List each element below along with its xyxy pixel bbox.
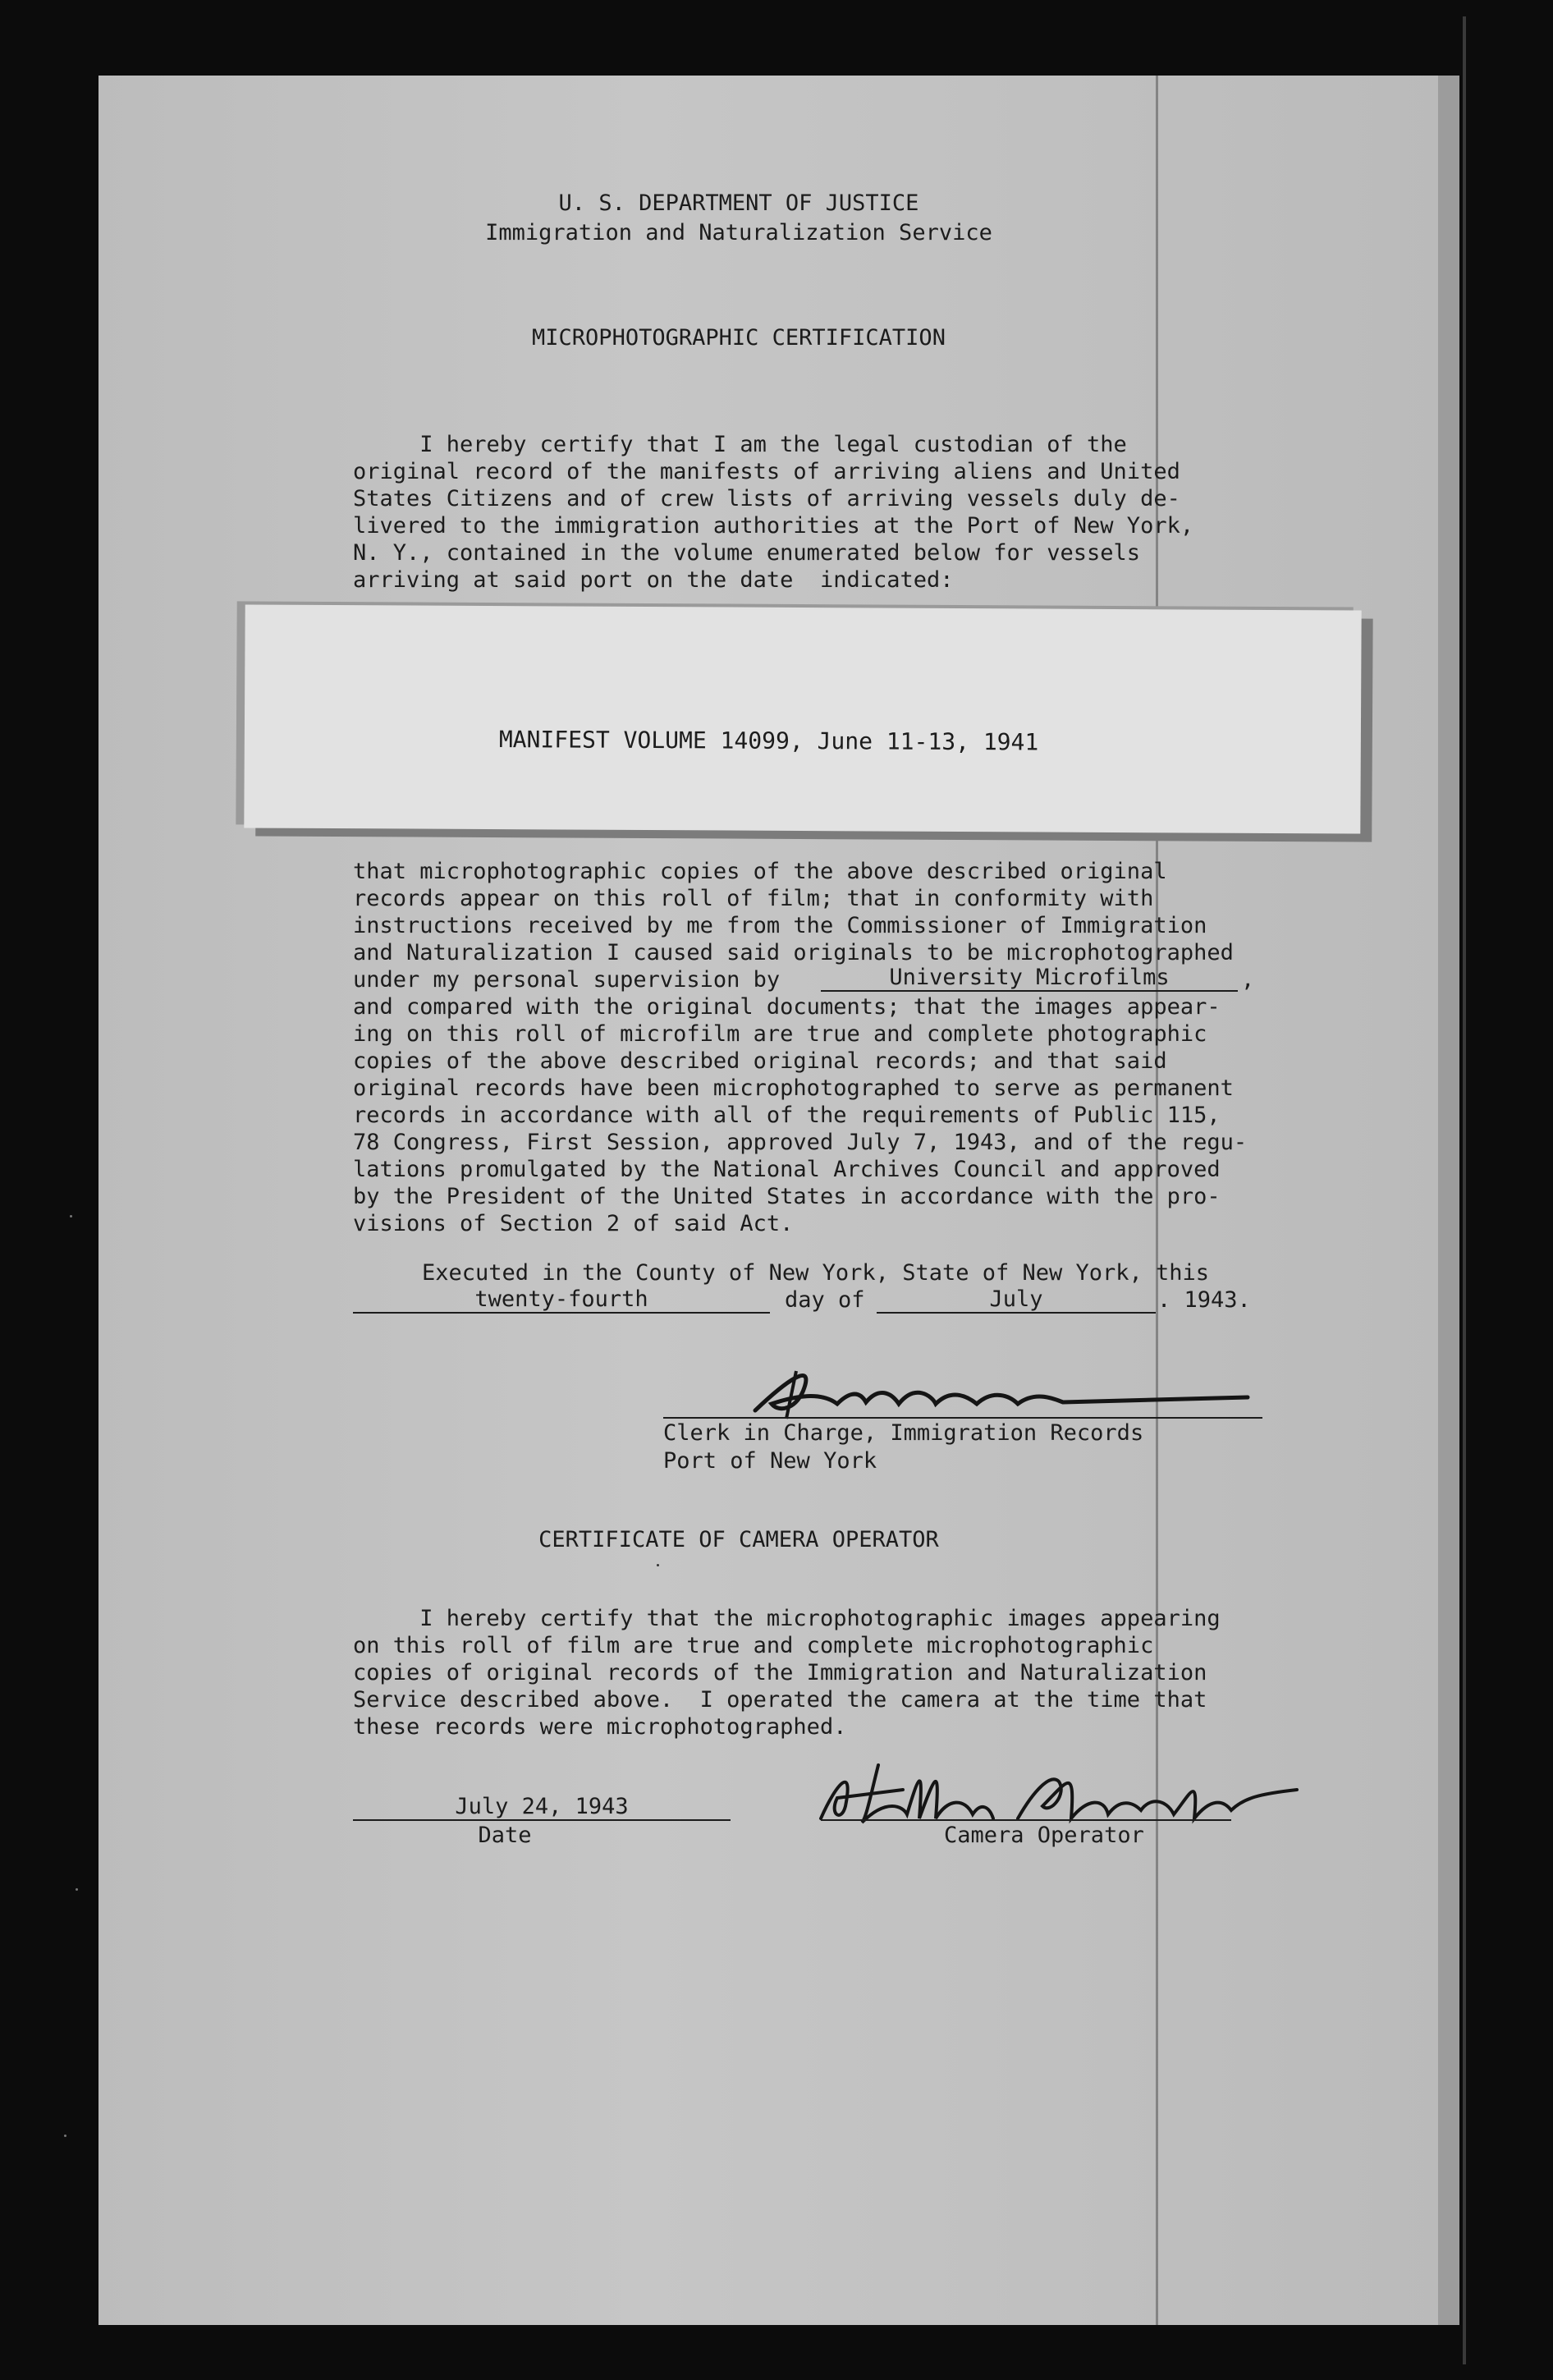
intro-line: States Citizens and of crew lists of arriving vessels duly de- (353, 486, 1180, 511)
body-line: under my personal supervision by (353, 967, 781, 993)
date-label: Date (478, 1823, 532, 1848)
operator-label: Camera Operator (944, 1823, 1144, 1848)
body-line: visions of Section 2 of said Act. (353, 1211, 794, 1236)
clerk-signature-line (663, 1417, 1262, 1419)
body-line: records in accordance with all of the requirements of Public 115, (353, 1103, 1221, 1128)
clerk-port: Port of New York (663, 1448, 877, 1474)
document-title: MICROPHOTOGRAPHIC CERTIFICATION (532, 325, 946, 351)
executed-text: Executed in the County of New York, State of New York, this (422, 1260, 1210, 1286)
camera-line: I hereby certify that the microphotographic images appearing (353, 1606, 1221, 1631)
body-line: records appear on this roll of film; that in conformity with (353, 886, 1154, 911)
intro-line: livered to the immigration authorities at the Port of New York, (353, 513, 1194, 539)
page-right-edge (1438, 76, 1459, 2325)
body-line: instructions received by me from the Commissioner of Immigration (353, 913, 1207, 938)
body-line: and Naturalization I caused said originals to be microphotographed (353, 940, 1234, 965)
camera-line: these records were microphotographed. (353, 1714, 847, 1740)
body-line: 78 Congress, First Session, approved July 7, 1943, and of the regu- (353, 1130, 1248, 1155)
clerk-title: Clerk in Charge, Immigration Records (663, 1420, 1144, 1446)
body-line: ing on this roll of microfilm are true and complete photographic (353, 1021, 1207, 1047)
body-line: by the President of the United States in accordance with the pro- (353, 1184, 1221, 1209)
year-text: . 1943. (1157, 1287, 1251, 1313)
manifest-volume: MANIFEST VOLUME 14099, June 11-13, 1941 (498, 726, 1039, 756)
body-line: copies of the above described original records; and that said (353, 1048, 1167, 1074)
comma: , (1241, 967, 1255, 993)
operator-signature-line (821, 1819, 1231, 1821)
body-line: original records have been microphotographed to serve as permanent (353, 1075, 1234, 1101)
service-heading: Immigration and Naturalization Service (485, 220, 992, 245)
intro-line: N. Y., contained in the volume enumerated below for vessels (353, 540, 1141, 566)
camera-line: Service described above. I operated the camera at the time that (353, 1687, 1207, 1713)
body-line: and compared with the original documents; that the images appear- (353, 994, 1221, 1020)
body-line: that microphotographic copies of the above described original (353, 859, 1167, 884)
pasted-volume-slip (244, 604, 1361, 833)
stray-mark (657, 1564, 659, 1566)
film-speck (70, 1215, 72, 1218)
day-of-label: day of (785, 1287, 865, 1313)
clerk-signature (722, 1346, 1264, 1428)
date-field: July 24, 1943 (353, 1795, 731, 1821)
camera-line: copies of original records of the Immigration and Naturalization (353, 1660, 1207, 1685)
film-speck (76, 1888, 78, 1891)
intro-line: I hereby certify that I am the legal custodian of the (353, 432, 1127, 457)
day-field: twenty-fourth (353, 1287, 770, 1314)
film-edge-line (1463, 16, 1466, 2364)
body-line: lations promulgated by the National Archives Council and approved (353, 1157, 1221, 1182)
camera-line: on this roll of film are true and complete microphotographic (353, 1633, 1154, 1658)
film-speck (64, 2135, 66, 2137)
month-field: July (877, 1287, 1156, 1314)
supervisor-field: University Microfilms (821, 965, 1238, 992)
intro-line: arriving at said port on the date indicated: (353, 567, 954, 593)
intro-line: original record of the manifests of arriving aliens and United (353, 459, 1180, 484)
camera-heading: CERTIFICATE OF CAMERA OPERATOR (538, 1527, 939, 1552)
department-heading: U. S. DEPARTMENT OF JUSTICE (558, 190, 919, 216)
